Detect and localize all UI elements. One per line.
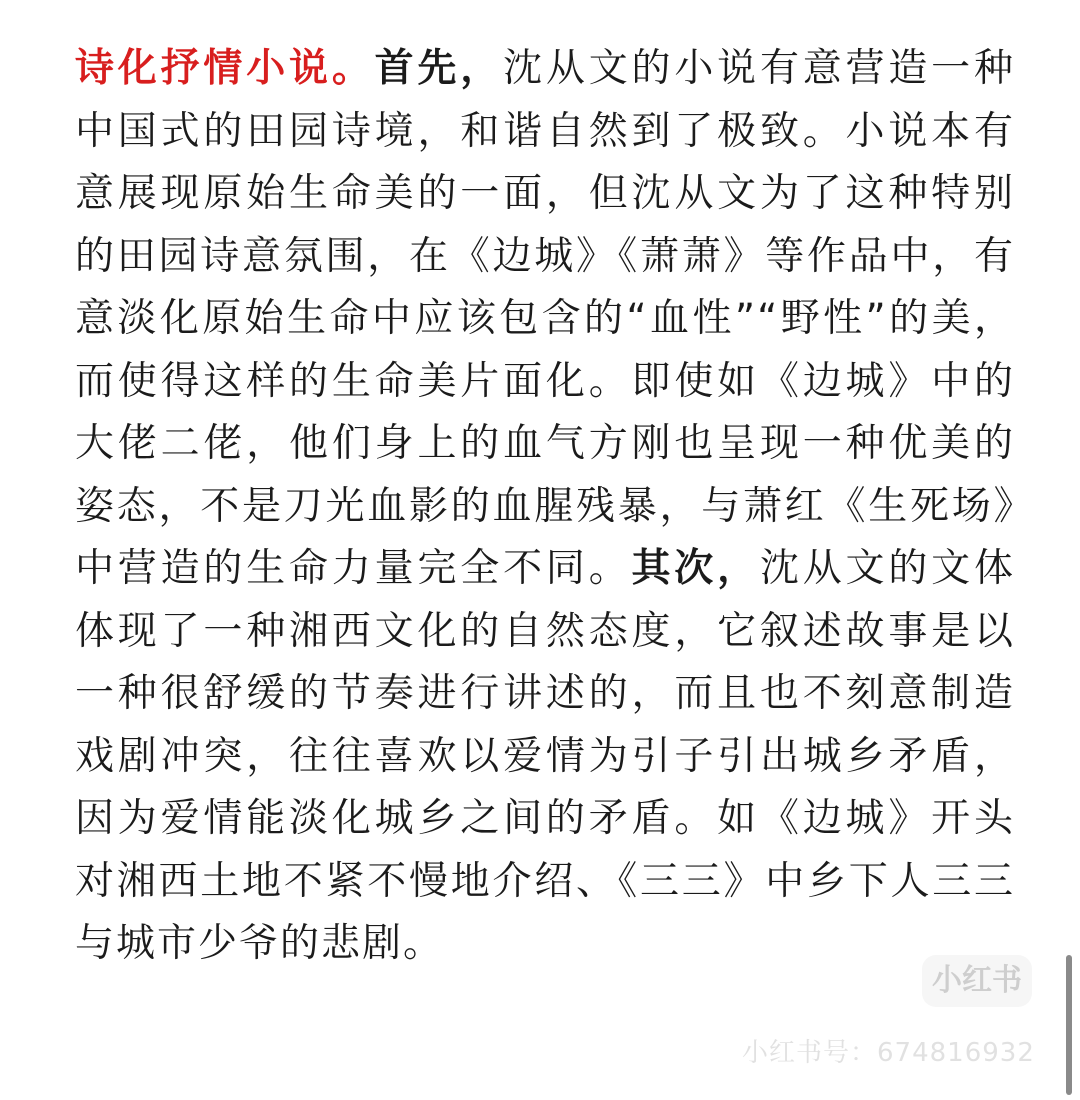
second-point-marker: 其次，: [631, 546, 760, 591]
article-paragraph: [75, 38, 1015, 976]
scrollbar[interactable]: [1066, 955, 1072, 1095]
first-point-marker: 首先，: [374, 46, 504, 91]
second-point-text: 沈从文的文体体现了一种湘西文化的自然态度，它叙述故事是以一种很舒缓的节奏进行讲述的，而且也不刻意制造戏剧冲突，往往喜欢以爱情为引子引出城乡矛盾，因为爱情能淡化城乡之间的矛盾。如《边城》开头对湘西土地不紧不慢地介绍、《三三》中乡下人三三与城市少爷的悲剧。: [75, 546, 1015, 966]
first-point-text: 沈从文的小说有意营造一种中国式的田园诗境，和谐自然到了极致。小说本有意展现原始生命美的一面，但沈从文为了这种特别的田园诗意氛围，在《边城》《萧萧》等作品中，有意淡化原始生命中应该包含的“血性”“野性”的美，而使得这样的生命美片面化。即使如《边城》中的大佬二佬，他们身上的血气方刚也呈现一种优美的姿态，不是刀光血影的血腥残暴，与萧红《生死场》中营造的生命力量完全不同。: [75, 46, 1015, 591]
section-heading: 诗化抒情小说。: [75, 46, 375, 91]
user-id-watermark: 小红书号：674816932: [742, 1038, 1035, 1068]
xiaohongshu-logo-watermark: 小红书: [922, 955, 1032, 1007]
